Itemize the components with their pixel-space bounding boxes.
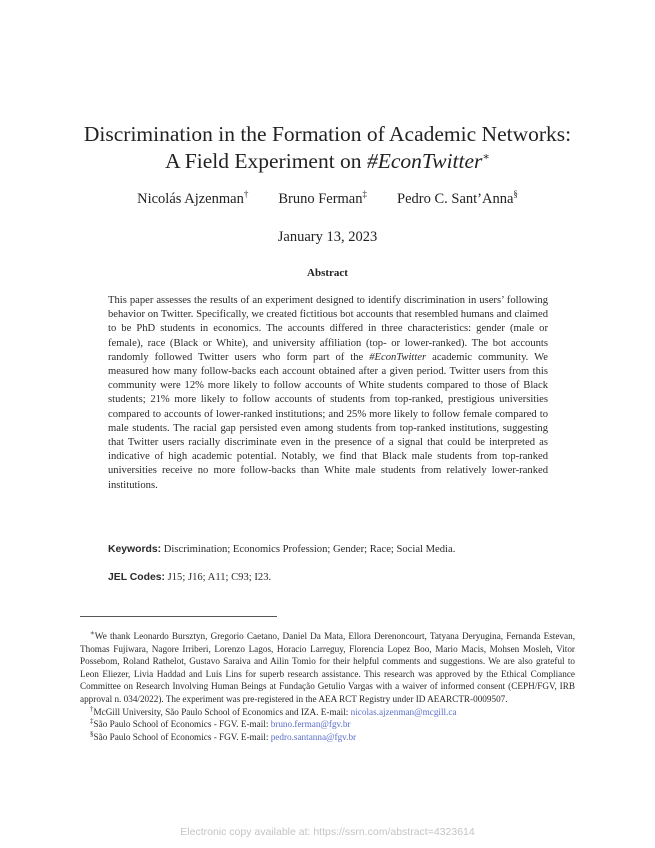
title-line-1: Discrimination in the Formation of Academic Networks: (83, 122, 572, 146)
abstract-heading: Abstract (307, 267, 348, 279)
abstract-text-2: academic community. We measured how many follow-backs each account obtained after a given period. Twitter users from this community were 12% more likely to follow accounts of White students compared to those of Black students; 21% more likely to follow accounts of students from top-ranked, prestigious universities compared to accounts of lower-ranked institutions; and 25% more likely to follow female compared to male students. The racial gap persisted even among students from top-ranked institutions, suggesting that Twitter users racially discriminate even in the presence of a signal that could be interpreted as indicative of high academic potential. Notably, we find that Black male students from top-ranked universities receive no more follow-backs than White male students from relatively lower-ranked institutions. (108, 351, 548, 491)
email-link[interactable]: bruno.ferman@fgv.br (270, 719, 351, 730)
footnote-acknowledgements (80, 630, 575, 706)
email-link[interactable]: nicolas.ajzenman@mcgill.ca (350, 706, 457, 717)
author-footnote-mark: § (513, 189, 518, 200)
title-line-2-prefix: A Field Experiment on (165, 149, 367, 173)
paper-date: January 13, 2023 (277, 229, 378, 245)
author-santanna (397, 191, 518, 208)
footnotes (80, 630, 575, 743)
abstract-body (108, 294, 548, 493)
footnote-text: São Paulo School of Economics - FGV. E-mail: (93, 731, 271, 742)
footnote-ferman (80, 718, 575, 731)
footnote-rule (80, 616, 277, 617)
footnote-santanna (80, 731, 575, 744)
paper-title (40, 121, 615, 175)
title-line-2 (40, 148, 615, 175)
jel-codes (108, 571, 548, 585)
title-footnote-mark: ∗ (482, 150, 490, 163)
footnote-text: McGill University, São Paulo School of Economics and IZA. E-mail: (93, 706, 351, 717)
author-ferman (278, 191, 367, 208)
footnote-text: São Paulo School of Economics - FGV. E-mail: (93, 719, 271, 730)
abstract-hashtag: #EconTwitter (369, 351, 427, 363)
email-link[interactable]: pedro.santanna@fgv.br (270, 731, 357, 742)
keywords (108, 543, 548, 557)
footnote-mark: § (90, 729, 94, 738)
author-name: Nicolás Ajzenman (137, 191, 244, 207)
footnote-text: We thank Leonardo Bursztyn, Gregorio Caetano, Daniel Da Mata, Ellora Derenoncourt, Tatyana Deryugina, Fernanda Estevan, Thomas Fujiwara, Nagore Irriberi, Lorenzo Lagos, Horacio Larreguy, Florencia Lopez Boo, Mario Macis, Mohsen Mosleh, Vitor Possebom, Roland Rathelot, Gustavo Saraiva and Ailin Tomio for their helpful comments and suggestions. We are also grateful to Leon Eliezer, Livia Haddad and Luís Lins for superb research assistance. This research was approved by the Ethical Compliance Committee on Research Involving Human Beings at Fundação Getulio Vargas with a waiver of informed consent (CEPH/FGV, IRB approval n. 034/2022). The experiment was pre-registered in the AEA RCT Registry under ID AEARCTR-0009507. (80, 631, 575, 704)
keywords-label: Keywords: (108, 544, 162, 555)
author-footnote-mark: † (243, 189, 249, 200)
jel-label: JEL Codes: (108, 572, 165, 583)
title-hashtag: #EconTwitter (366, 149, 483, 173)
abstract-text-1: This paper assesses the results of an experiment designed to identify discrimination in users’ following behavior on Twitter. Specifically, we created fictitious bot accounts that resembled humans and claimed to be PhD students in economics. The accounts differed in three characteristics: gender (male or female), race (Black or White), and university affiliation (top- or lower-ranked). The bot accounts randomly followed Twitter users who form part of the (108, 295, 548, 363)
footnote-mark: ∗ (90, 628, 95, 637)
author-name: Pedro C. Sant’Anna (397, 191, 514, 207)
author-name: Bruno Ferman (278, 191, 363, 207)
ssrn-footer: Electronic copy available at: https://ssrn.com/abstract=4323614 (180, 826, 475, 838)
keywords-text: Discrimination; Economics Profession; Gender; Race; Social Media. (163, 544, 456, 555)
footnote-mark: ‡ (90, 717, 94, 726)
footnote-ajzenman (80, 706, 575, 719)
author-ajzenman (137, 191, 248, 208)
footnote-mark: † (90, 704, 94, 713)
author-footnote-mark: ‡ (362, 189, 367, 200)
author-list (60, 191, 595, 208)
jel-text: J15; J16; A11; C93; I23. (167, 572, 272, 583)
